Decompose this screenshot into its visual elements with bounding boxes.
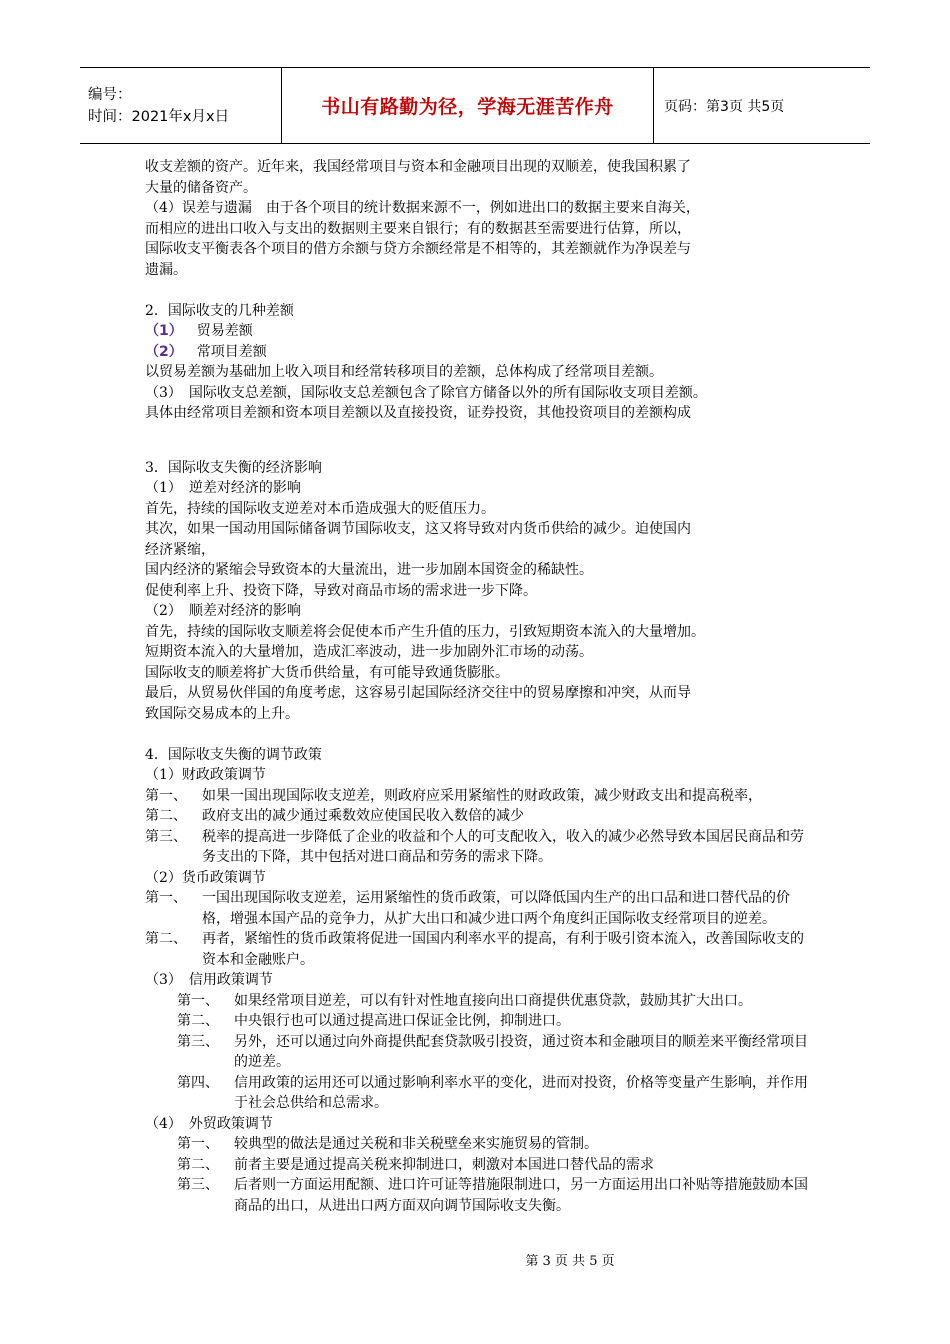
subsection-title: （2）货币政策调节 bbox=[145, 869, 266, 886]
body-line: （3） 国际收支总差额，国际收支总差额包含了除官方储备以外的所有国际收支项目差额。 bbox=[145, 384, 707, 401]
list-item bbox=[145, 1073, 810, 1114]
body-line: 国际收支的顺差将扩大货币供给量，有可能导致通货膨胀。 bbox=[145, 664, 509, 681]
body-line: 经济紧缩， bbox=[145, 541, 215, 558]
list-label: 第四、 bbox=[177, 1074, 219, 1091]
list-number: （1） bbox=[145, 323, 183, 339]
list-label: 第二、 bbox=[145, 808, 187, 824]
list-item bbox=[145, 929, 810, 970]
list-number: （2） bbox=[145, 343, 183, 360]
subsection-title: （3） 信用政策调节 bbox=[145, 972, 273, 988]
list-item bbox=[145, 1175, 810, 1216]
list-label: 第三、 bbox=[177, 1177, 219, 1193]
list-item bbox=[145, 1155, 810, 1176]
list-text: 较典型的做法是通过关税和非关税壁垒来实施贸易的管制。 bbox=[234, 1136, 598, 1152]
subsection-title: （4） 外贸政策调节 bbox=[145, 1115, 273, 1132]
list-text: 税率的提高进一步降低了企业的收益和个人的可支配收入，收入的减少必然导致本国居民商品和劳务支出的下降，其中包括对进口商品和劳务的需求下降。 bbox=[202, 828, 804, 865]
body-line: 大量的储备资产。 bbox=[145, 179, 257, 196]
body-line: （4）误差与遗漏 由于各个项目的统计数据来源不一，例如进出口的数据主要来自海关， bbox=[145, 200, 700, 216]
body-line: 首先，持续的国际收支逆差对本币造成强大的贬值压力。 bbox=[145, 500, 495, 517]
spacer bbox=[145, 424, 810, 458]
header-motto-cell bbox=[282, 68, 654, 143]
list-text: 另外，还可以通过向外商提供配套贷款吸引投资，通过资本和金融项目的顺差来平衡经常项目的逆差。 bbox=[234, 1033, 808, 1070]
list-item bbox=[145, 321, 810, 342]
list-text: 如果经常项目逆差，可以有针对性地直接向出口商提供优惠贷款，鼓励其扩大出口。 bbox=[234, 992, 752, 1009]
body-line: 致国际交易成本的上升。 bbox=[145, 705, 299, 722]
list-item bbox=[145, 1032, 810, 1073]
page-footer: 第 3 页 共 5 页 bbox=[525, 1254, 615, 1269]
list-label: 第一、 bbox=[177, 992, 219, 1009]
list-item bbox=[145, 1011, 810, 1032]
section-title: 3．国际收支失衡的经济影响 bbox=[145, 459, 322, 476]
body-line: 促使利率上升、投资下降，导致对商品市场的需求进一步下降。 bbox=[145, 582, 537, 599]
list-text: 一国出现国际收支逆差，运用紧缩性的货币政策，可以降低国内生产的出口品和进口替代品的价格，增强本国产品的竞争力，从扩大出口和减少进口两个角度纠正国际收支经常项目的逆差。 bbox=[202, 890, 790, 927]
spacer bbox=[145, 724, 810, 745]
list-label: 第一、 bbox=[145, 787, 187, 804]
spacer bbox=[145, 280, 810, 301]
body-line: 国际收支平衡表各个项目的借方余额与贷方余额经常是不相等的，其差额就作为净误差与 bbox=[145, 241, 691, 257]
list-text: 后者则一方面运用配额、进口许可证等措施限制进口，另一方面运用出口补贴等措施鼓励本国商品的出口，从进出口两方面双向调节国际收支失衡。 bbox=[234, 1177, 808, 1214]
body-line: 其次，如果一国动用国际储备调节国际收支，这又将导致对内货币供给的减少。迫使国内 bbox=[145, 521, 691, 537]
document-date-label: 时间：2021年x月x日 bbox=[88, 108, 230, 125]
body-line: 短期资本流入的大量增加，造成汇率波动，进一步加剧外汇市场的动荡。 bbox=[145, 644, 593, 660]
body-line: （1） 逆差对经济的影响 bbox=[145, 480, 301, 496]
list-text: 政府支出的减少通过乘数效应使国民收入数倍的减少 bbox=[202, 808, 524, 824]
list-item bbox=[145, 806, 810, 827]
body-line: 国内经济的紧缩会导致资本的大量流出，进一步加剧本国资金的稀缺性。 bbox=[145, 562, 593, 578]
body-line: 遗漏。 bbox=[145, 261, 187, 278]
body-line: 以贸易差额为基础加上收入项目和经常转移项目的差额，总体构成了经常项目差额。 bbox=[145, 364, 663, 380]
body-line: 首先，持续的国际收支顺差将会促使本币产生升值的压力，引致短期资本流入的大量增加。 bbox=[145, 623, 705, 640]
list-item bbox=[145, 888, 810, 929]
list-text: 再者，紧缩性的货币政策将促进一国国内利率水平的提高，有利于吸引资本流入，改善国际收支的资本和金融账户。 bbox=[202, 931, 804, 968]
body-line: （2） 顺差对经济的影响 bbox=[145, 603, 301, 619]
list-item bbox=[145, 1134, 810, 1155]
list-text: 如果一国出现国际收支逆差，则政府应采用紧缩性的财政政策，减少财政支出和提高税率， bbox=[202, 787, 762, 804]
list-label: 第二、 bbox=[177, 1156, 219, 1173]
list-label: 第二、 bbox=[177, 1013, 219, 1029]
list-text: 贸易差额 bbox=[196, 323, 253, 339]
document-body bbox=[145, 157, 810, 1216]
header-left-cell bbox=[80, 68, 282, 143]
list-text: 信用政策的运用还可以通过影响利率水平的变化，进而对投资，价格等变量产生影响，并作用于社会总供给和总需求。 bbox=[234, 1074, 808, 1111]
body-line: 具体由经常项目差额和资本项目差额以及直接投资，证券投资，其他投资项目的差额构成 bbox=[145, 405, 691, 421]
header-page-label: 页码：第3页 共5页 bbox=[664, 98, 785, 115]
list-item bbox=[145, 342, 810, 363]
list-text: 中央银行也可以通过提高进口保证金比例，抑制进口。 bbox=[234, 1013, 570, 1029]
list-label: 第三、 bbox=[177, 1033, 219, 1050]
body-line: 而相应的进出口收入与支出的数据则主要来自银行；有的数据甚至需要进行估算，所以， bbox=[145, 220, 691, 237]
document-number-label: 编号： bbox=[88, 86, 132, 103]
subsection-title: （1）财政政策调节 bbox=[145, 767, 266, 783]
body-line: 最后，从贸易伙伴国的角度考虑，这容易引起国际经济交往中的贸易摩擦和冲突，从而导 bbox=[145, 685, 691, 701]
section-title: 2．国际收支的几种差额 bbox=[145, 302, 294, 319]
list-text: 常项目差额 bbox=[196, 343, 267, 360]
page-header bbox=[80, 67, 870, 144]
body-line: 收支差额的资产。近年来，我国经常项目与资本和金融项目出现的双顺差，使我国积累了 bbox=[145, 159, 691, 175]
list-label: 第一、 bbox=[177, 1136, 219, 1152]
list-label: 第三、 bbox=[145, 828, 187, 845]
list-item bbox=[145, 991, 810, 1012]
list-label: 第一、 bbox=[145, 890, 187, 906]
list-label: 第二、 bbox=[145, 931, 187, 947]
section-title: 4．国际收支失衡的调节政策 bbox=[145, 746, 322, 763]
header-page-cell bbox=[654, 68, 870, 143]
header-motto: 书山有路勤为径，学海无涯苦作舟 bbox=[321, 96, 614, 118]
list-text: 前者主要是通过提高关税来抑制进口，刺激对本国进口替代品的需求 bbox=[234, 1156, 654, 1173]
list-item bbox=[145, 786, 810, 807]
list-item bbox=[145, 827, 810, 868]
